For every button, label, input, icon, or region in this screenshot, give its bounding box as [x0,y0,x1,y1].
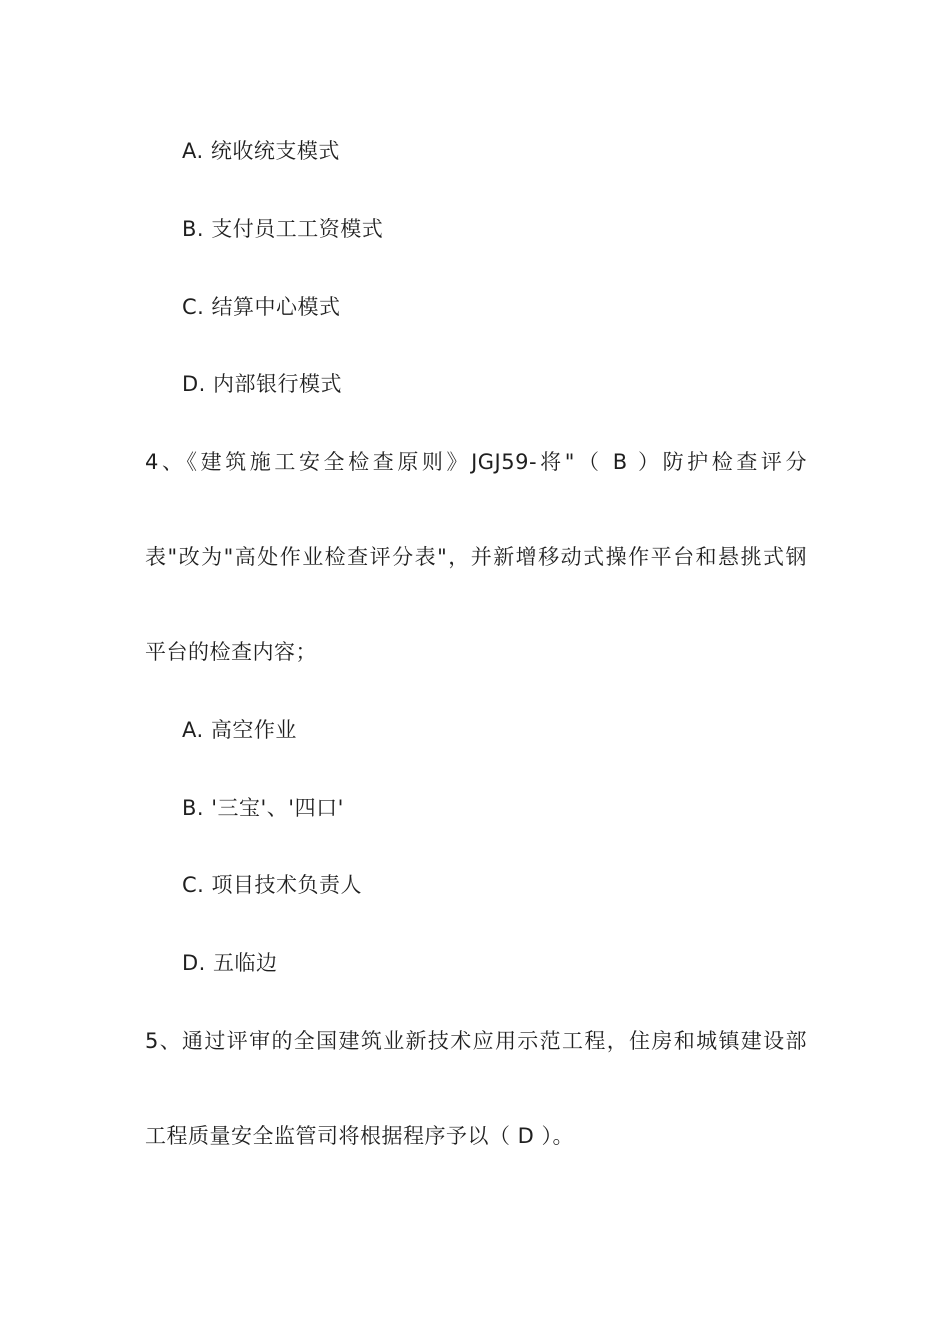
q4-option-c: C. 项目技术负责人 [182,873,363,897]
q4-option-a: A. 高空作业 [182,718,297,742]
q4-option-b: B. '三宝'、'四口' [182,796,344,820]
q3-option-c: C. 结算中心模式 [182,295,341,319]
q5-question-line-2: 工程质量安全监管司将根据程序予以（ D ）。 [145,1124,575,1148]
q5-question-line-1: 5、通过评审的全国建筑业新技术应用示范工程，住房和城镇建设部 [145,1029,807,1053]
q3-option-b: B. 支付员工工资模式 [182,217,384,241]
q4-question-line-3: 平台的检查内容； [145,640,317,664]
q4-question-line-2: 表"改为"高处作业检查评分表"，并新增移动式操作平台和悬挑式钢 [145,545,807,569]
q3-option-a: A. 统收统支模式 [182,139,340,163]
q4-question-line-1: 4、《建筑施工安全检查原则》JGJ59-将"（ B ）防护检查评分 [145,450,807,474]
q4-option-d: D. 五临边 [182,951,278,975]
q3-option-d: D. 内部银行模式 [182,372,343,396]
